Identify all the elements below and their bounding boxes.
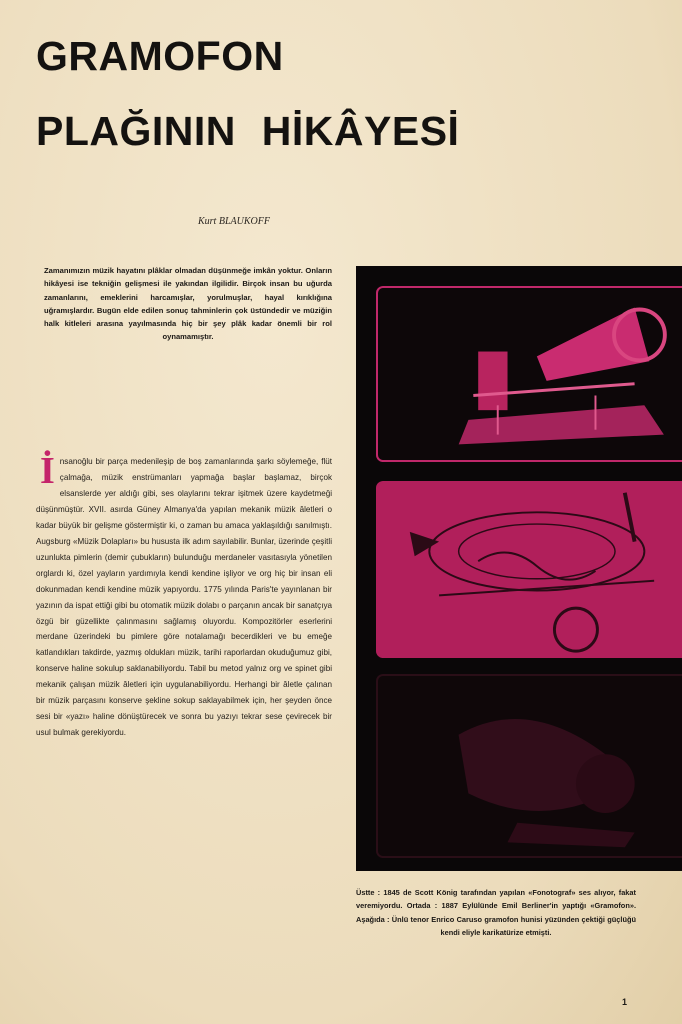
author-byline: Kurt BLAUKOFF	[198, 216, 270, 227]
caricature-drawing	[378, 676, 682, 856]
gramophone-illustration	[376, 481, 682, 658]
article-body	[36, 450, 332, 741]
caruso-caricature	[376, 674, 682, 858]
page-number: 1	[622, 997, 628, 1007]
image-caption: Üstte : 1845 de Scott König tarafından yapılan «Fonotograf» ses alıyor, fakat veremiyordu. Ortada : 1887 Eylülünde Emil Berliner'in yaptığı «Gramofon». Aşağıda : Ünlü tenor Enrico Caruso gramofon hunisi yüzünden çektiği güçlüğü kendi eliyle karikatürize etmişti.	[356, 888, 636, 938]
drop-cap: İ	[40, 450, 55, 492]
article-title-line-1: GRAMOFON	[36, 33, 284, 79]
phonautograph-drawing	[378, 288, 682, 460]
article-intro: Zamanımızın müzik hayatını plâklar olmadan düşünmeğe imkân yoktur. Onların hikâyesi ise tekniğin gelişmesi ile yakından ilgilidir. Birçok insan bu uğurda zamanlarını, emeklerini harcamışlar, yorulmuşlar, hayal kırıklığına uğramışlardır. Bugün elde edilen sonuç tahminlerin çok üstündedir ve müziğin halk kitleleri arasına yayılmasında hiç bir şey plâk kadar önemli bir rol oynamamıştır.	[44, 266, 332, 342]
gramophone-drawing	[378, 483, 682, 656]
phonautograph-illustration	[376, 286, 682, 462]
photo-frame	[356, 266, 682, 871]
article-title-line-2: PLAĞININ HİKÂYESİ	[36, 108, 460, 154]
article-body-text: nsanoğlu bir parça medenileşip de boş zamanlarında şarkı söylemeğe, flüt çalmağa, müzik enstrümanları yapmağa başlar başlamaz, birçok elsanslerde yer aldığı gibi, ses olaylarını tekrar işitmek üzere kaydetmeği düşünmüştür. XVII. asırda Güney Almanya'da yapılan mekanik müzik âletleri o kadar büyük bir gelişme göstermiştir ki, o zaman bu amaca yaklaşıldığı sanılmıştı. Augsburg «Müzik Dolapları» bu hususta ilk adım sayılabilir. Bunlar, üzerinde çeşitli uzunlukta pimlerin (demir çubukların) bulunduğu merdaneler vasıtasıyla yönetilen orglardı ki, özel yayların yardımıyla kendi kendine işliyor ve org hiç bir insan eli dokunmadan kendi kendine müzik yapıyordu. 1775 yılında Paris'te yayınlanan bir yazının da ispat ettiği gibi bu otomatik müzik dolabı o parçanın ancak bir sanatçıya özgü bir güzellikte çalınmasını sağlamış oluyordu. Kompozitörler eserlerini merdane üzerindeki bu pimlere göre notalamağı becerdikleri ve bu emeğe katlandıkları takdirde, yazmış oldukları müzik, tarihi raporlardan okuduğumuz gibi, konserve haline sokulup saklanabiliyordu. Tabil bu metod yalnız org ve spinet gibi mekanik çalışan müzik âletleri için uygulanabiliyordu. Herhangi bir âletle çalınan bir müzik parçasını konserve şekline sokup saklayabilmek için, her şeyden önce sesi bir «yazı» haline dönüştürecek ve sonra bu yazıyı tekrar sese çevirecek bir usul bulmak gerekiyordu.	[36, 457, 332, 738]
